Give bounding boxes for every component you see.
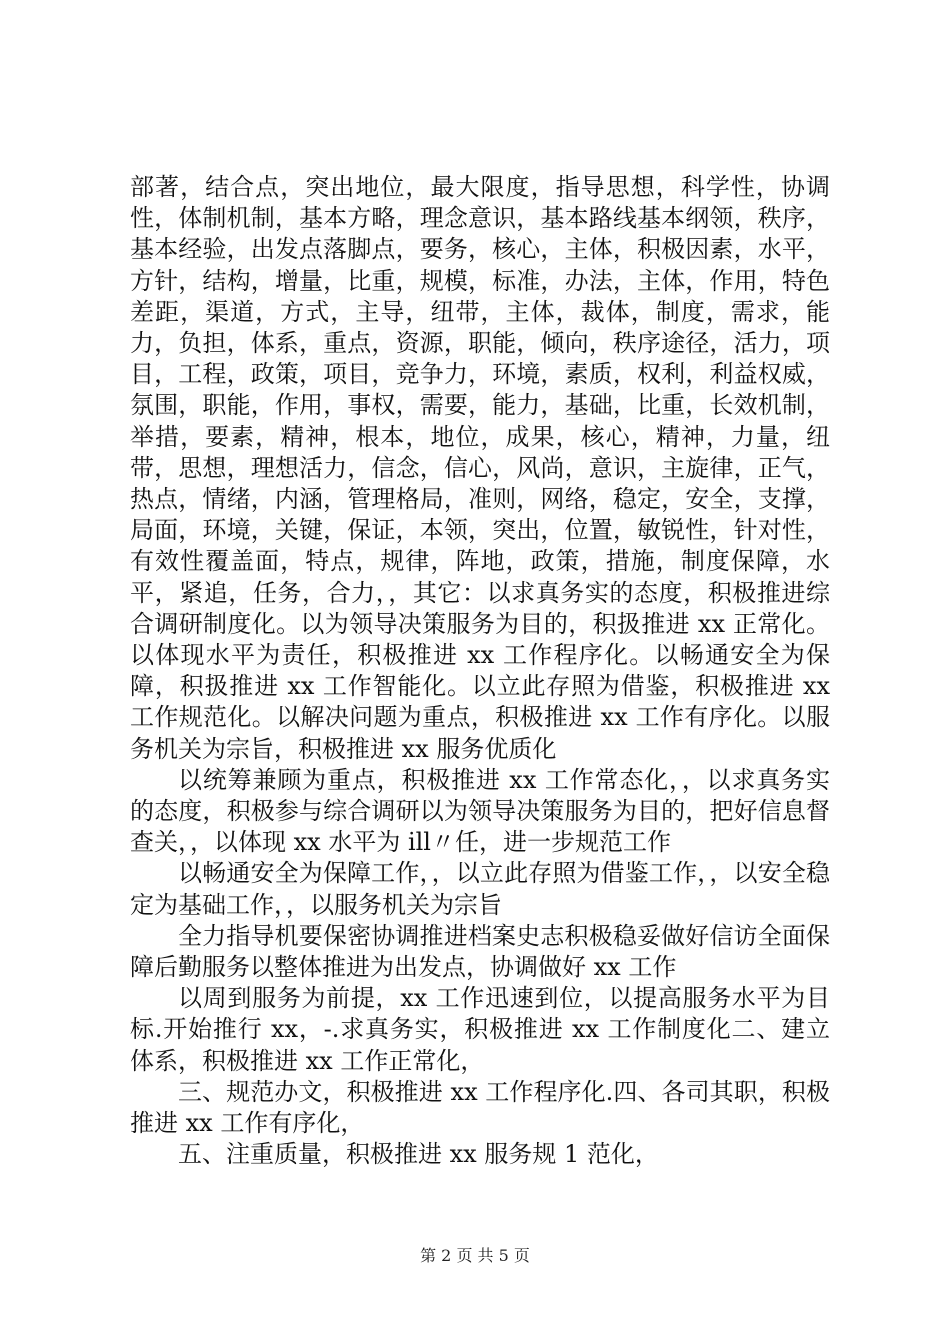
paragraph-5: 以周到服务为前提，xx 工作迅速到位，以提高服务水平为目标.开始推行 xx，-.求真务实，积极推进 xx 工作制度化二、建立体系，积极推进 xx 工作正常化，	[130, 984, 830, 1075]
paragraph-4: 全力指导机要保密协调推进档案史志积极稳妥做好信访全面保障后勤服务以整体推进为出发点，协调做好 xx 工作	[130, 921, 830, 982]
document-body	[130, 172, 830, 1171]
page-number-footer: 第 2 页 共 5 页	[420, 1246, 530, 1265]
paragraph-1: 部著，结合点，突出地位，最大限度，指导思想，科学性，协调性，体制机制，基本方略，理念意识，基本路线基本纲领，秩序，基本经验，出发点落脚点，要务，核心，主体，积极因素，水平，方针，结构，增量，比重，规模，标准，办法，主体，作用，特色差距，渠道，方式，主导，纽带，主体，裁体，制度，需求，能力，负担，体系，重点，资源，职能，倾向，秩序途径，活力，项目，工程，政策，项目，竞争力，环境，素质，权利，利益权威，氛围，职能，作用，事权，需要，能力，基础，比重，长效机制，举措，要素，精神，根本，地位，成果，核心，精神，力量，纽带，思想，理想活力，信念，信心，风尚，意识，主旋律，正气，热点，情绪，内涵，管理格局，准则，网络，稳定，安全，支撑，局面，环境，关键，保证，本领，突出，位置，敏锐性，针对性，有效性覆盖面，特点，规律，阵地，政策，措施，制度保障，水平，紧追，任务，合力，，其它：以求真务实的态度，积极推进综合调研制度化。以为领导决策服务为目的，积扱推进 xx 正常化。以体现水平为责任，积极推进 xx 工作程序化。以畅通安全为保障，积扱推进 xx 工作智能化。以立此存照为借鉴，积极推进 xx 工作规范化。以解决问题为重点，积极推进 xx 工作有序化。以服务机关为宗旨，积极推进 xx 服务优质化	[130, 173, 830, 763]
paragraph-6: 三、规范办文，积极推进 xx 工作程序化.四、各司其职，积极推进 xx 工作有序化，	[130, 1077, 830, 1138]
paragraph-3: 以畅通安全为保障工作，，以立此存照为借鉴工作，，以安全稳定为基础工作，，以服务机关为宗旨	[130, 859, 830, 919]
paragraph-2: 以统筹兼顾为重点，积极推进 xx 工作常态化，，以求真务实的态度，积极参与综合调研以为领导决策服务为目的，把好信息督查关，，以体现 xx 水平为 ill〃任，进一步规范工作	[130, 765, 830, 857]
paragraph-7: 五、注重质量，积极推进 xx 服务规 1 范化，	[178, 1140, 659, 1169]
